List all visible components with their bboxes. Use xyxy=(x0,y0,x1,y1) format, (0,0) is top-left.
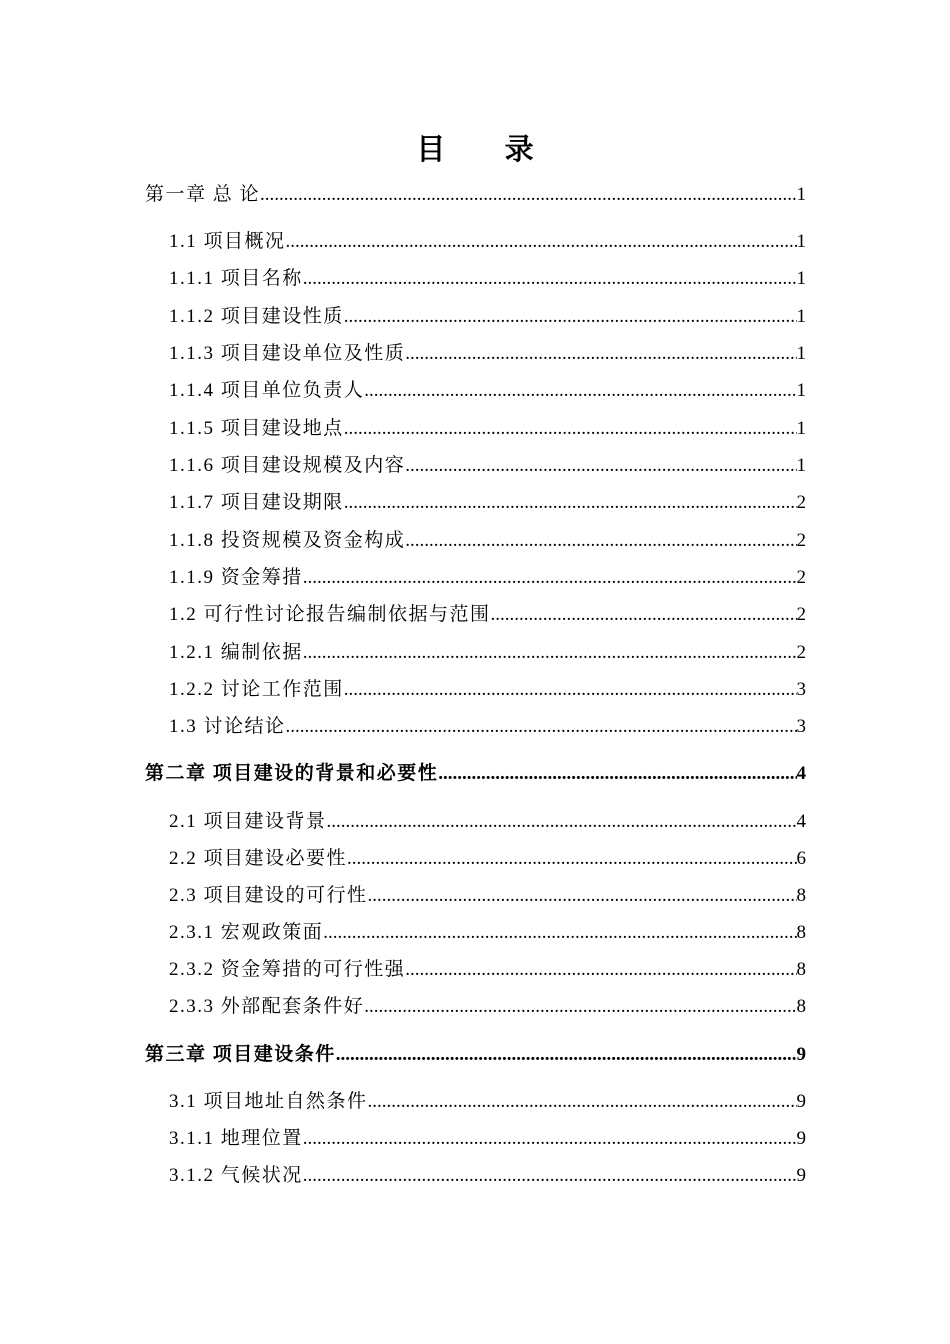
dot-leader xyxy=(303,1124,797,1154)
toc-entry[interactable] xyxy=(169,339,806,369)
dot-leader xyxy=(344,488,797,518)
dot-leader xyxy=(303,563,797,593)
toc-entry[interactable] xyxy=(169,807,806,837)
toc-entry-label: 2.2 项目建设必要性 xyxy=(169,848,348,869)
toc-entry-label: 1.1.9 资金筹措 xyxy=(169,567,303,588)
toc-entry-page: 3 xyxy=(796,679,806,700)
toc-entry[interactable] xyxy=(169,264,806,294)
toc-entry[interactable] xyxy=(169,563,806,593)
toc-entry[interactable] xyxy=(169,376,806,406)
dot-leader xyxy=(260,180,796,210)
toc-entry-page: 8 xyxy=(796,885,806,906)
toc-entry-label: 1.1.4 项目单位负责人 xyxy=(169,380,365,401)
toc-entry[interactable] xyxy=(169,881,806,911)
toc-entry-page: 8 xyxy=(796,959,806,980)
dot-leader xyxy=(491,600,797,630)
toc-entry-label: 1.1.2 项目建设性质 xyxy=(169,306,344,327)
dot-leader xyxy=(405,526,796,556)
toc-entry-label: 3.1.1 地理位置 xyxy=(169,1128,303,1149)
dot-leader xyxy=(364,376,796,406)
toc-entry-label: 2.3.1 宏观政策面 xyxy=(169,922,324,943)
toc-entry[interactable] xyxy=(169,1087,806,1117)
toc-entry-label: 2.1 项目建设背景 xyxy=(169,811,327,832)
toc-entry-page: 1 xyxy=(796,455,806,476)
dot-leader xyxy=(286,712,797,742)
dot-leader xyxy=(336,1040,797,1070)
toc-entry-label: 第一章 总 论 xyxy=(145,184,261,205)
toc-entry-page: 1 xyxy=(796,268,806,289)
toc-entry-label: 2.3 项目建设的可行性 xyxy=(169,885,368,906)
toc-entry-page: 2 xyxy=(796,567,806,588)
toc-entry-page: 8 xyxy=(796,996,806,1017)
toc-entry-page: 1 xyxy=(796,184,806,205)
dot-leader xyxy=(303,638,797,668)
dot-leader xyxy=(344,302,797,332)
toc-entry-page: 1 xyxy=(796,343,806,364)
toc-entry-label: 1.1.6 项目建设规模及内容 xyxy=(169,455,406,476)
toc-entry-page: 9 xyxy=(796,1044,806,1065)
toc-entry-page: 1 xyxy=(796,306,806,327)
dot-leader xyxy=(323,918,796,948)
toc-entry-page: 2 xyxy=(796,604,806,625)
toc-entry-page: 2 xyxy=(796,642,806,663)
toc-entry-label: 1.1.8 投资规模及资金构成 xyxy=(169,530,406,551)
dot-leader xyxy=(438,759,796,789)
toc-entry[interactable] xyxy=(145,1040,806,1070)
toc-title: 目 录 xyxy=(416,134,560,166)
toc-entry-page: 2 xyxy=(796,530,806,551)
toc-entry[interactable] xyxy=(169,675,806,705)
dot-leader xyxy=(364,992,796,1022)
toc-entry-label: 1.2.2 讨论工作范围 xyxy=(169,679,344,700)
toc-entry-page: 9 xyxy=(796,1165,806,1186)
toc-entry-label: 1.1.3 项目建设单位及性质 xyxy=(169,343,406,364)
toc-entry[interactable] xyxy=(169,526,806,556)
toc-entry-page: 8 xyxy=(796,922,806,943)
dot-leader xyxy=(405,451,796,481)
toc-entry-label: 3.1.2 气候状况 xyxy=(169,1165,303,1186)
toc-entry[interactable] xyxy=(169,302,806,332)
toc-entry[interactable] xyxy=(169,600,806,630)
toc-entry-label: 1.3 讨论结论 xyxy=(169,716,286,737)
toc-entry-page: 4 xyxy=(796,763,806,784)
dot-leader xyxy=(368,881,797,911)
toc-entry-label: 1.1 项目概况 xyxy=(169,231,286,252)
toc-entry-label: 3.1 项目地址自然条件 xyxy=(169,1091,368,1112)
toc-entry-label: 1.2.1 编制依据 xyxy=(169,642,303,663)
toc-entry-page: 1 xyxy=(796,380,806,401)
toc-entry-label: 2.3.2 资金筹措的可行性强 xyxy=(169,959,406,980)
toc-entry-page: 1 xyxy=(796,231,806,252)
toc-entry[interactable] xyxy=(169,227,806,257)
toc-entry[interactable] xyxy=(169,488,806,518)
toc-entry[interactable] xyxy=(169,1161,806,1191)
dot-leader xyxy=(368,1087,797,1117)
toc-entry[interactable] xyxy=(169,1124,806,1154)
toc-entry-label: 第二章 项目建设的背景和必要性 xyxy=(145,763,439,784)
dot-leader xyxy=(405,955,796,985)
toc-entry[interactable] xyxy=(145,759,806,789)
toc-entry-label: 第三章 项目建设条件 xyxy=(145,1044,336,1065)
toc-entry-page: 3 xyxy=(796,716,806,737)
toc-entry[interactable] xyxy=(169,955,806,985)
toc-entry[interactable] xyxy=(169,451,806,481)
dot-leader xyxy=(347,844,796,874)
toc-entry-label: 2.3.3 外部配套条件好 xyxy=(169,996,365,1017)
toc-entry-label: 1.1.7 项目建设期限 xyxy=(169,492,344,513)
dot-leader xyxy=(303,1161,797,1191)
toc-entry-page: 9 xyxy=(796,1128,806,1149)
toc-entry-page: 6 xyxy=(796,848,806,869)
toc-entry-page: 9 xyxy=(796,1091,806,1112)
dot-leader xyxy=(405,339,796,369)
toc-entry[interactable] xyxy=(169,844,806,874)
toc-entry[interactable] xyxy=(169,638,806,668)
dot-leader xyxy=(327,807,797,837)
toc-entry[interactable] xyxy=(145,180,806,210)
toc-entry-page: 2 xyxy=(796,492,806,513)
toc-entry[interactable] xyxy=(169,992,806,1022)
toc-entry-page: 1 xyxy=(796,418,806,439)
dot-leader xyxy=(344,414,797,444)
toc-entry-label: 1.2 可行性讨论报告编制依据与范围 xyxy=(169,604,491,625)
dot-leader xyxy=(286,227,797,257)
dot-leader xyxy=(303,264,797,294)
dot-leader xyxy=(344,675,797,705)
toc-entry-label: 1.1.1 项目名称 xyxy=(169,268,303,289)
toc-entry-label: 1.1.5 项目建设地点 xyxy=(169,418,344,439)
toc-entry[interactable] xyxy=(169,712,806,742)
toc-entry-page: 4 xyxy=(796,811,806,832)
toc-entry[interactable] xyxy=(169,414,806,444)
toc-entry[interactable] xyxy=(169,918,806,948)
